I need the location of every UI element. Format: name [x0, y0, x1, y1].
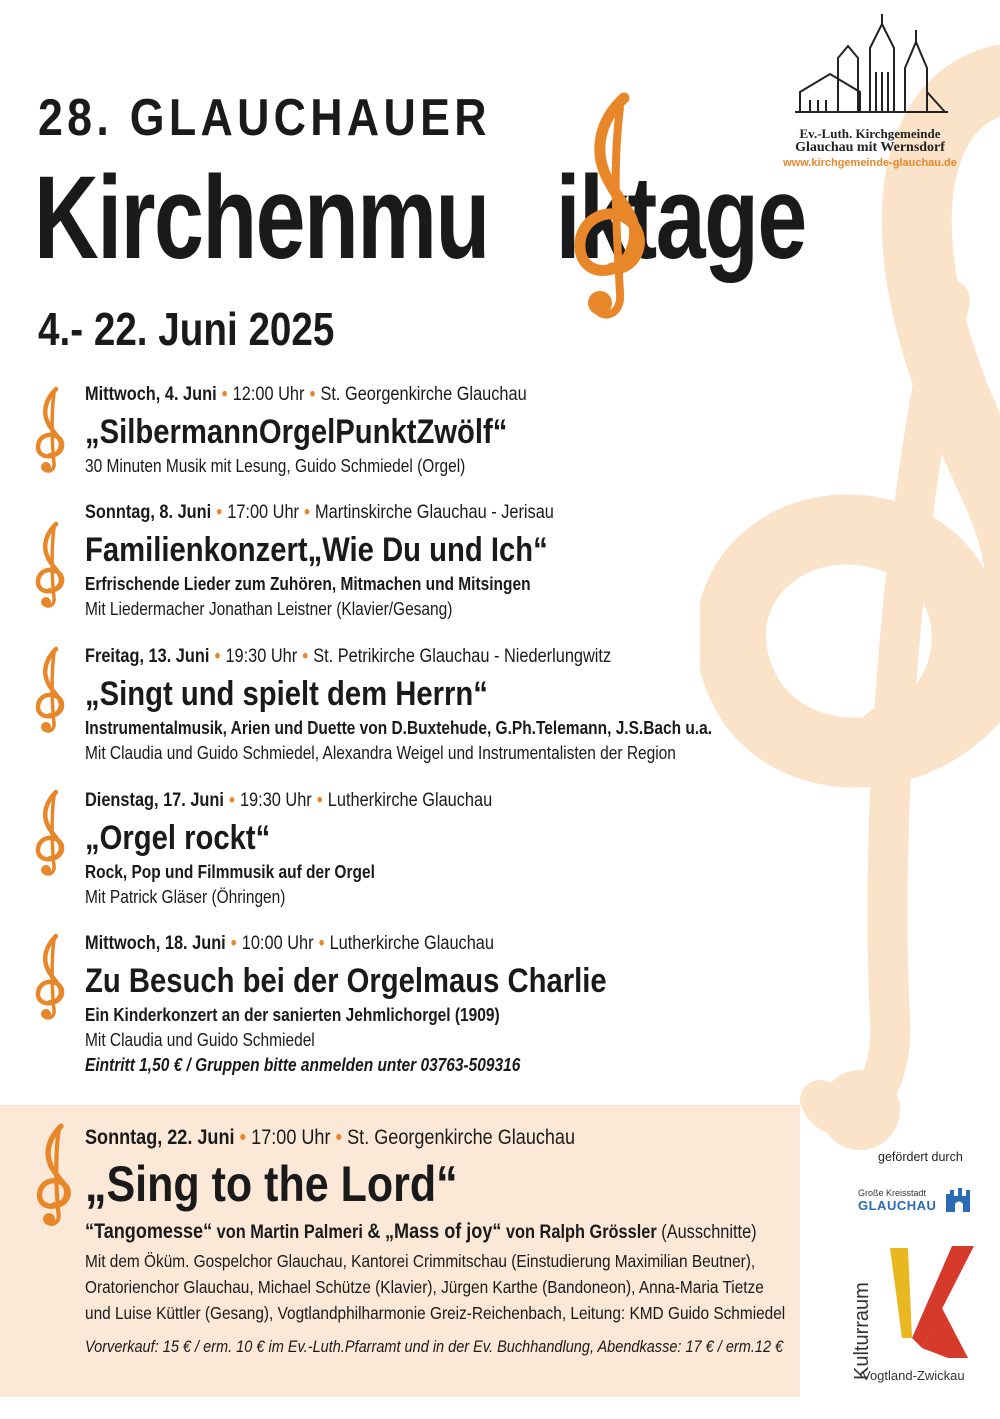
event-5-clef-icon	[30, 932, 72, 1022]
composer-1: von Martin Palmeri	[216, 1222, 363, 1243]
event-day: Sonntag, 8. Juni	[85, 502, 212, 523]
event-day: Sonntag, 22. Juni	[85, 1126, 235, 1149]
event-meta	[85, 502, 687, 524]
separator-dot: •	[230, 933, 237, 954]
separator-dot: •	[318, 933, 325, 954]
event-description: 30 Minuten Musik mit Lesung, Guido Schmiedel (Orgel)	[85, 456, 466, 476]
performers-line: Mit dem Öküm. Gospelchor Glauchau, Kantorei Crimmitschau (Einstudierung Maximilian Beutner),	[85, 1251, 756, 1271]
event-place: Lutherkirche Glauchau	[329, 933, 494, 954]
festival-dates: 4.- 22. Juni 2025	[38, 303, 335, 355]
final-concert	[85, 1126, 805, 1357]
event-place: St. Georgenkirche Glauchau	[347, 1126, 576, 1149]
event-day: Freitag, 13. Juni	[85, 646, 210, 667]
event-description: Mit Claudia und Guido Schmiedel	[85, 1030, 315, 1050]
separator-dot: •	[239, 1126, 247, 1149]
event-3	[85, 646, 785, 764]
event-subtitle: Instrumentalmusik, Arien und Duette von D.Buxtehude, G.Ph.Telemann, J.S.Bach u.a.	[85, 718, 713, 738]
event-2-clef-icon	[30, 520, 72, 610]
glauchau-logo-name: GLAUCHAU	[858, 1198, 937, 1213]
event-meta	[85, 646, 687, 668]
event-description: Mit Patrick Gläser (Öhringen)	[85, 887, 286, 907]
event-day: Mittwoch, 18. Juni	[85, 933, 226, 954]
excerpts-note: (Ausschnitte)	[661, 1222, 757, 1243]
event-place: St. Georgenkirche Glauchau	[320, 384, 527, 405]
title-treble-clef-icon	[562, 88, 662, 328]
separator-dot: •	[335, 1126, 342, 1149]
kulturraum-logo	[852, 1238, 982, 1388]
festival-edition-heading: 28. GLAUCHAUER	[38, 89, 491, 147]
logo-website-link[interactable]: www.kirchgemeinde-glauchau.de	[783, 157, 957, 169]
event-title: Familienkonzert„Wie Du und Ich“	[85, 531, 548, 569]
event-4-clef-icon	[30, 788, 72, 878]
separator-dot: •	[216, 502, 223, 523]
kulturraum-k-icon	[882, 1238, 982, 1368]
work-1: “Tangomesse“	[85, 1220, 213, 1243]
performers	[85, 1248, 786, 1326]
event-time: 19:30 Uhr	[225, 646, 298, 667]
event-title: „SilbermannOrgelPunktZwölf“	[85, 413, 508, 451]
separator-dot: •	[221, 384, 228, 405]
work-2: „Mass of joy“	[385, 1220, 502, 1243]
separator-dot: •	[229, 790, 235, 811]
title-part-1: Kirchenmu	[34, 152, 489, 284]
program-works	[85, 1220, 757, 1244]
event-5	[85, 933, 785, 1076]
event-day: Mittwoch, 4. Juni	[85, 384, 217, 405]
glauchau-logo	[858, 1188, 978, 1224]
final-clef-icon	[30, 1120, 80, 1230]
separator-dot: •	[214, 646, 221, 667]
event-title: „Sing to the Lord“	[85, 1156, 458, 1212]
event-meta	[85, 1126, 704, 1150]
kulturraum-name: Kulturraum	[851, 1282, 873, 1380]
event-title: Zu Besuch bei der Orgelmaus Charlie	[85, 962, 607, 1000]
event-place: Lutherkirche Glauchau	[327, 790, 493, 811]
event-place: St. Petrikirche Glauchau - Niederlungwitz	[313, 646, 612, 667]
church-silhouette-icon	[790, 12, 950, 122]
event-4	[85, 790, 785, 908]
event-admission-note: Eintritt 1,50 € / Gruppen bitte anmelden unter 03763-509316	[85, 1055, 521, 1075]
event-description: Mit Liedermacher Jonathan Leistner (Klavier/Gesang)	[85, 599, 453, 619]
church-logo	[770, 12, 970, 169]
event-meta	[85, 933, 687, 955]
logo-line-2: Glauchau mit Wernsdorf	[795, 140, 945, 155]
event-3-clef-icon	[30, 645, 72, 735]
event-meta	[85, 790, 687, 812]
event-place: Martinskirche Glauchau - Jerisau	[315, 502, 554, 523]
castle-icon	[944, 1186, 974, 1212]
performers-line: Oratorienchor Glauchau, Michael Schütze (Klavier), Jürgen Karthe (Bandoneon), Anna-Maria Tietze	[85, 1277, 764, 1297]
sponsor-label: gefördert durch	[878, 1150, 963, 1164]
event-subtitle: Rock, Pop und Filmmusik auf der Orgel	[85, 862, 375, 882]
event-title: „Singt und spielt dem Herrn“	[85, 675, 488, 713]
composer-2: von Ralph Grössler	[505, 1222, 657, 1243]
event-time: 17:00 Uhr	[251, 1126, 331, 1149]
event-1	[85, 384, 785, 477]
event-time: 19:30 Uhr	[239, 790, 312, 811]
event-time: 17:00 Uhr	[227, 502, 300, 523]
kulturraum-region: Vogtland-Zwickau	[862, 1368, 965, 1383]
event-description: Mit Claudia und Guido Schmiedel, Alexandra Weigel und Instrumentalisten der Region	[85, 743, 676, 763]
event-time: 12:00 Uhr	[232, 384, 305, 405]
event-title: „Orgel rockt“	[85, 819, 271, 857]
ticket-prices: Vorverkauf: 15 € / erm. 10 € im Ev.-Luth.Pfarramt und in der Ev. Buchhandlung, Abendkasse: 17 € / erm.12 €	[85, 1338, 784, 1356]
separator-dot: •	[304, 502, 310, 523]
festival-title	[34, 150, 806, 286]
title-part-2: iktage	[555, 152, 806, 284]
logo-line-1: Ev.-Luth. Kirchgemeinde	[799, 126, 941, 141]
glauchau-logo-small-text: Große Kreisstadt	[858, 1188, 927, 1198]
event-subtitle: Ein Kinderkonzert an der sanierten Jehmlichorgel (1909)	[85, 1005, 500, 1025]
event-1-clef-icon	[30, 385, 72, 475]
event-meta	[85, 384, 687, 406]
event-2	[85, 502, 785, 620]
event-subtitle: Erfrischende Lieder zum Zuhören, Mitmachen und Mitsingen	[85, 574, 531, 594]
ampersand: &	[367, 1220, 381, 1243]
event-time: 10:00 Uhr	[241, 933, 314, 954]
performers-line: und Luise Küttler (Gesang), Vogtlandphilharmonie Greiz-Reichenbach, Leitung: KMD Guido Schmiedel	[85, 1303, 786, 1323]
event-day: Dienstag, 17. Juni	[85, 790, 224, 811]
separator-dot: •	[316, 790, 323, 811]
separator-dot: •	[302, 646, 309, 667]
separator-dot: •	[309, 384, 316, 405]
